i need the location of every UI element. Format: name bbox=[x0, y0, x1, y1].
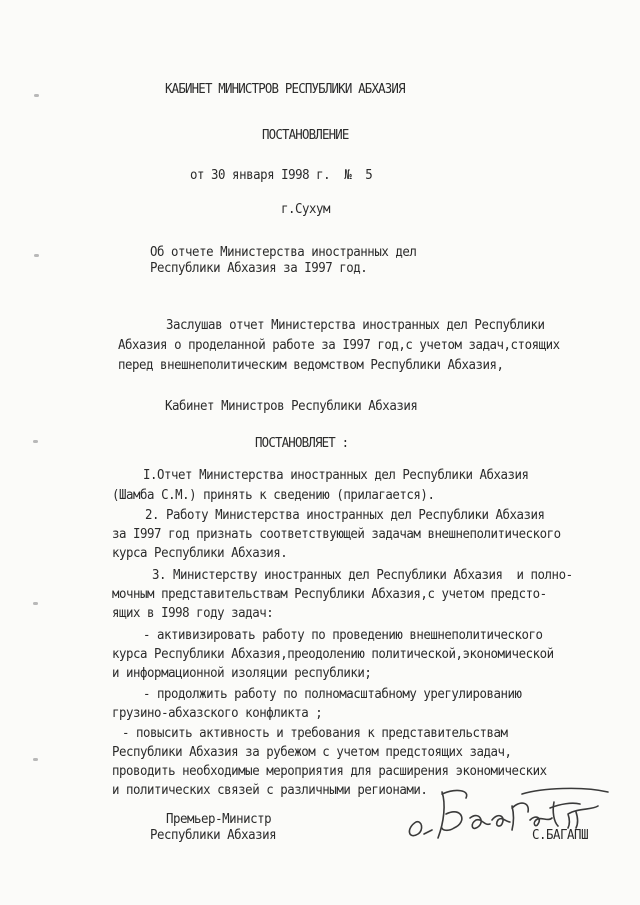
scan-speck bbox=[33, 602, 38, 605]
bullet-2-line: грузино-абхазского конфликта ; bbox=[112, 704, 323, 721]
decree-subject: Кабинет Министров Республики Абхазия bbox=[165, 397, 418, 414]
bullet-3-line: Республики Абхазия за рубежом с учетом предстоящих задач, bbox=[112, 743, 512, 760]
preamble-line: перед внешнеполитическим ведомством Республики Абхазия, bbox=[118, 356, 504, 373]
bullet-1-line: - активизировать работу по проведению внешнеполитического bbox=[143, 626, 543, 643]
item-3-line: 3. Министерству иностранных дел Республики Абхазия и полно- bbox=[152, 566, 573, 583]
handwritten-signature bbox=[402, 784, 622, 848]
scan-speck bbox=[34, 254, 39, 257]
item-2-line: 2. Работу Министерства иностранных дел Республики Абхазия bbox=[145, 506, 545, 523]
preamble-line: Заслушав отчет Министерства иностранных дел Республики bbox=[166, 316, 545, 333]
item-2-line: за I997 год признать соответствующей задачам внешнеполитического bbox=[112, 525, 561, 542]
subject-line: Республики Абхазия за I997 год. bbox=[150, 259, 368, 276]
signatory-title: Республики Абхазия bbox=[150, 826, 277, 843]
document-type: ПОСТАНОВЛЕНИЕ bbox=[262, 126, 349, 143]
signatory-title: Премьер-Министр bbox=[166, 810, 272, 827]
decree-word: ПОСТАНОВЛЯЕТ : bbox=[255, 434, 349, 451]
scan-speck bbox=[34, 94, 39, 97]
city: г.Сухум bbox=[281, 200, 331, 217]
preamble-line: Абхазия о проделанной работе за I997 год,с учетом задач,стоящих bbox=[118, 336, 560, 353]
signatory-name: С.БАГАПШ bbox=[532, 826, 589, 843]
item-1-line: (Шамба С.М.) принять к сведению (прилагается). bbox=[112, 486, 435, 503]
cabinet-title: КАБИНЕТ МИНИСТРОВ РЕСПУБЛИКИ АБХАЗИЯ bbox=[165, 80, 405, 97]
scan-speck bbox=[33, 758, 38, 761]
item-2-line: курса Республики Абхазия. bbox=[112, 544, 288, 561]
bullet-3-line: проводить необходимые мероприятия для расширения экономических bbox=[112, 762, 547, 779]
bullet-1-line: и информационной изоляции республики; bbox=[112, 664, 372, 681]
item-1-line: I.Отчет Министерства иностранных дел Республики Абхазия bbox=[143, 466, 529, 483]
date-and-number: от 30 января I998 г. № 5 bbox=[190, 166, 373, 183]
bullet-3-line: и политических связей с различными регионами. bbox=[112, 781, 428, 798]
bullet-2-line: - продолжить работу по полномасштабному урегулированию bbox=[143, 685, 522, 702]
bullet-1-line: курса Республики Абхазия,преодолению политической,экономической bbox=[112, 645, 554, 662]
item-3-line: ящих в I998 году задач: bbox=[112, 604, 274, 621]
item-3-line: мочным представительствам Республики Абхазия,с учетом предсто- bbox=[112, 585, 547, 602]
subject-line: Об отчете Министерства иностранных дел bbox=[150, 243, 417, 260]
bullet-3-line: - повысить активность и требования к представительствам bbox=[122, 724, 508, 741]
scan-speck bbox=[33, 440, 38, 443]
